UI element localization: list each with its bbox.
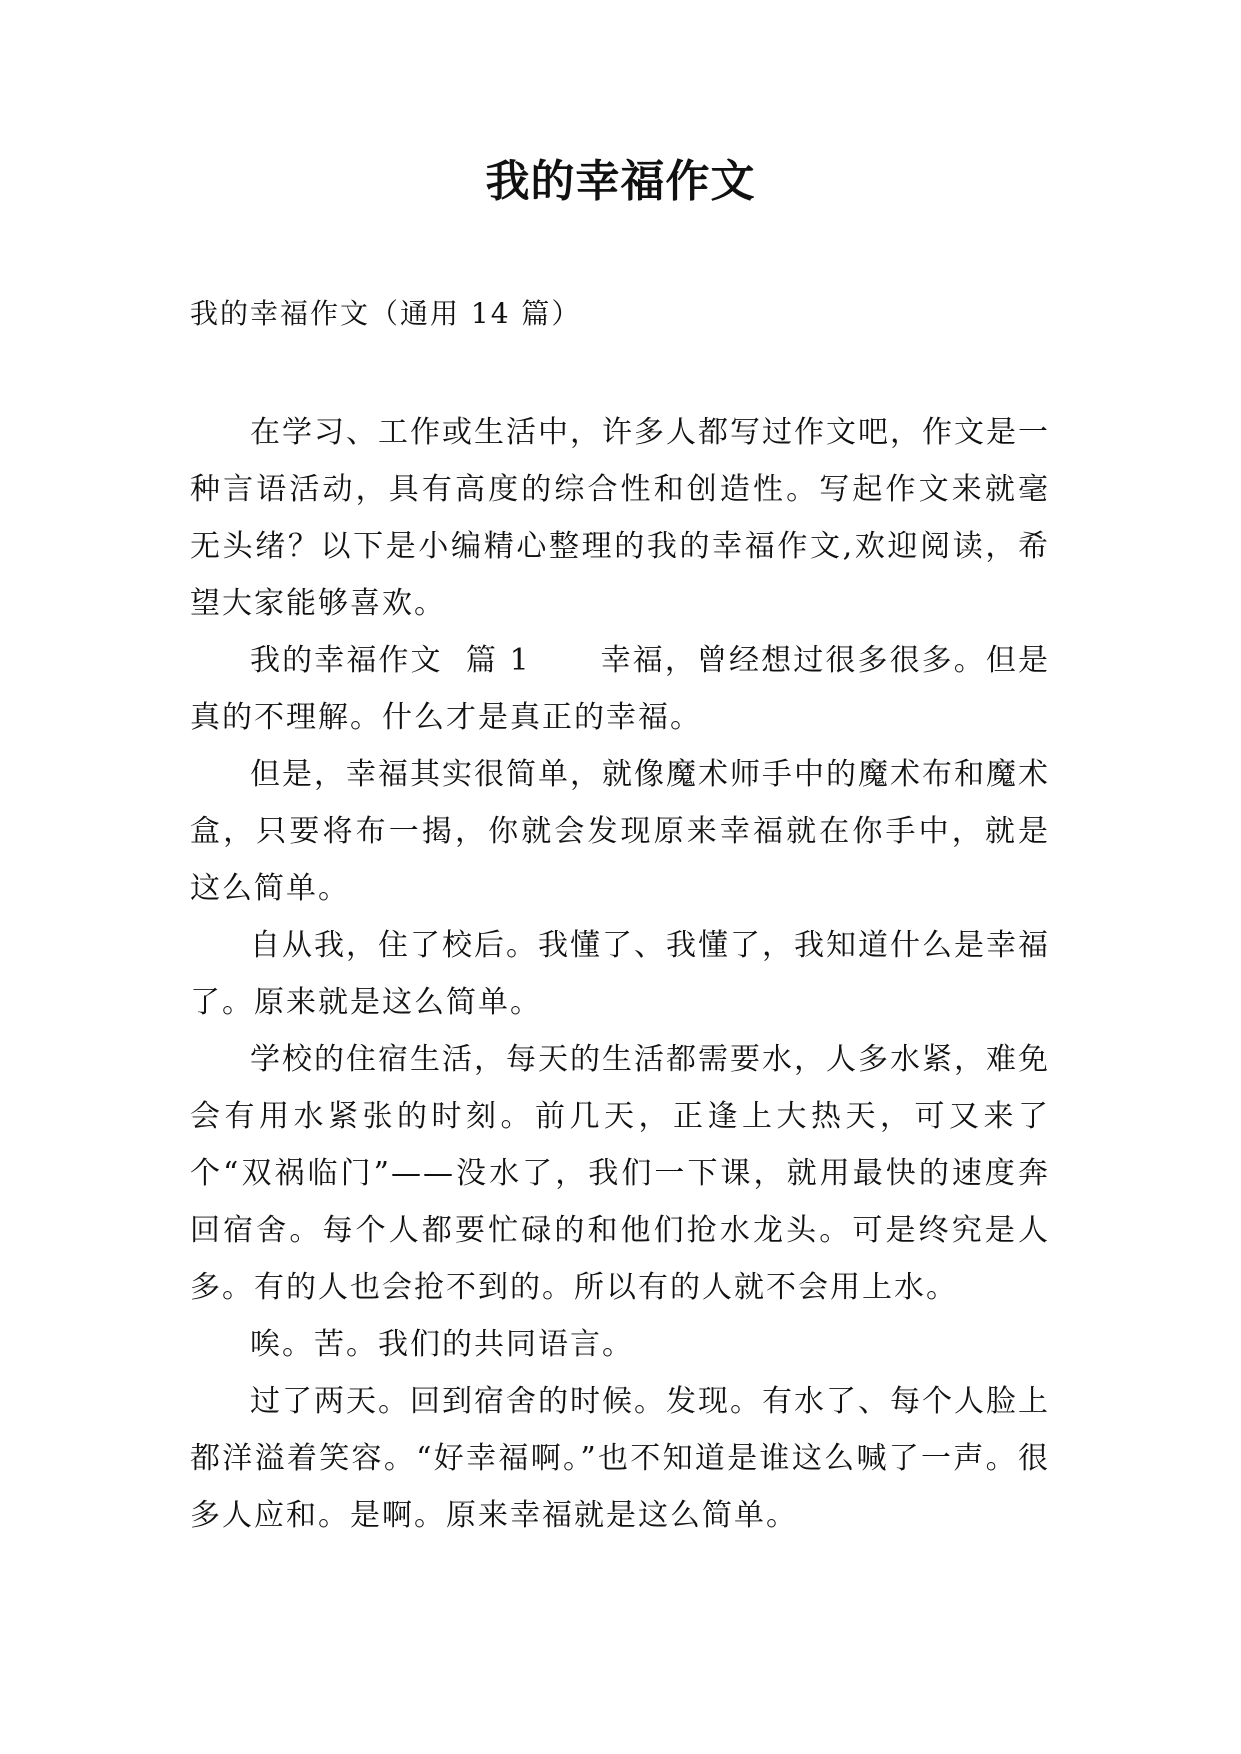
paragraph-boarding: 自从我，住了校后。我懂了、我懂了，我知道什么是幸福了。原来就是这么简单。 bbox=[190, 928, 1050, 1020]
document-body bbox=[190, 404, 1050, 1544]
paragraph-sigh: 唉。苦。我们的共同语言。 bbox=[250, 1327, 634, 1362]
document-subtitle: 我的幸福作文（通用 14 篇） bbox=[190, 297, 582, 330]
document-title: 我的幸福作文 bbox=[485, 156, 756, 207]
paragraph-happiness-return: 过了两天。回到宿舍的时候。发现。有水了、每个人脸上都洋溢着笑容。“好幸福啊。”也不知道是谁这么喊了一声。很多人应和。是啊。原来幸福就是这么简单。 bbox=[190, 1384, 1050, 1533]
paragraph-essay-1-opening: 我的幸福作文 篇 1 幸福，曾经想过很多很多。但是真的不理解。什么才是真正的幸福。 bbox=[190, 643, 1050, 735]
paragraph-water-shortage: 学校的住宿生活，每天的生活都需要水，人多水紧，难免会有用水紧张的时刻。前几天，正逢上大热天，可又来了个“双祸临门”——没水了，我们一下课，就用最快的速度奔回宿舍。每个人都要忙碌的和他们抢水龙头。可是终究是人多。有的人也会抢不到的。所以有的人就不会用上水。 bbox=[190, 1042, 1050, 1305]
paragraph-intro: 在学习、工作或生活中，许多人都写过作文吧，作文是一种言语活动，具有高度的综合性和创造性。写起作文来就毫无头绪？以下是小编精心整理的我的幸福作文,欢迎阅读，希望大家能够喜欢。 bbox=[190, 415, 1050, 621]
paragraph-magic-metaphor: 但是，幸福其实很简单，就像魔术师手中的魔术布和魔术盒，只要将布一揭，你就会发现原来幸福就在你手中，就是这么简单。 bbox=[190, 757, 1050, 906]
